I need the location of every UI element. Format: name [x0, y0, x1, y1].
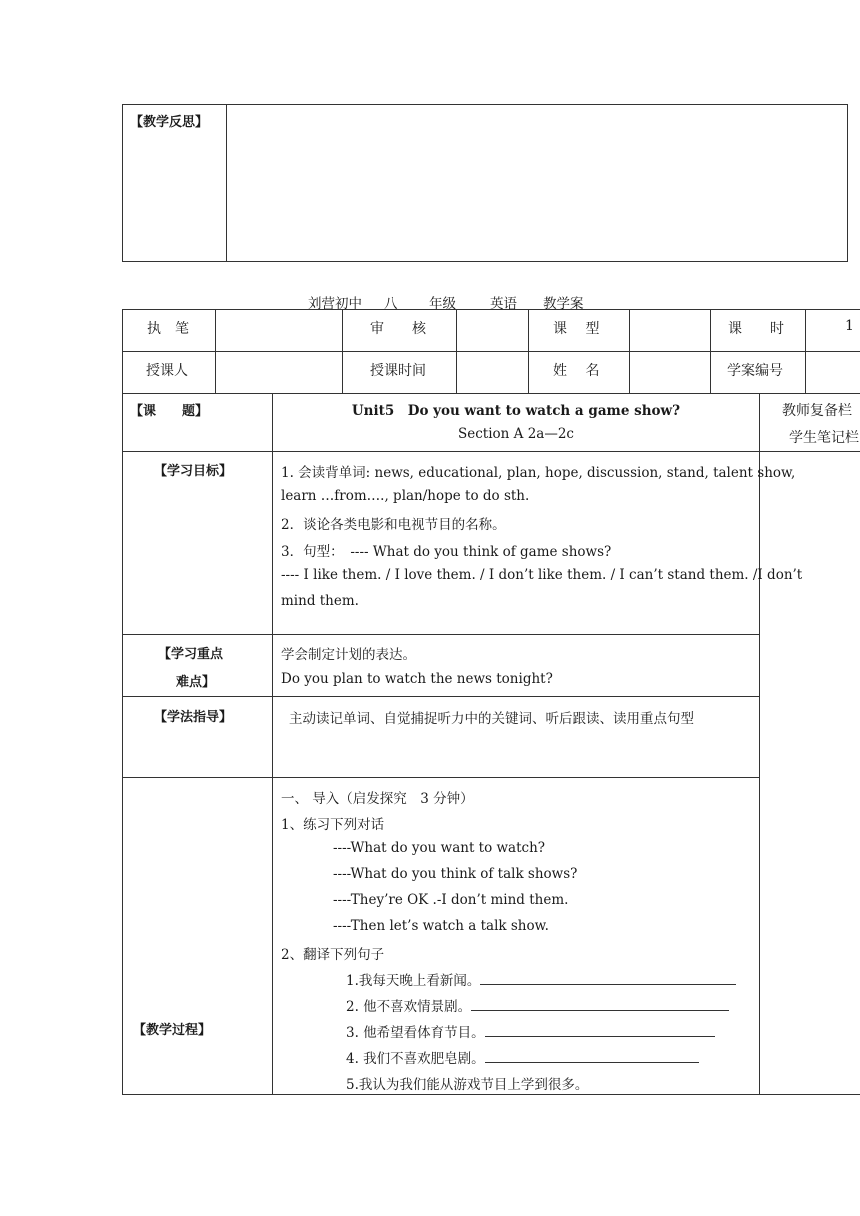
- grid-line: [759, 393, 760, 1094]
- method-label: 【学法指导】: [154, 710, 233, 725]
- name-label: 姓 名: [553, 363, 600, 379]
- grid-line: [272, 393, 273, 1094]
- goals-line: ---- I like them. / I love them. / I don’t like them. / I can’t stand them. /I don’t: [281, 567, 803, 583]
- process-label: 【教学过程】: [133, 1023, 212, 1038]
- reflection-box: [122, 104, 848, 262]
- topic-section: Section A 2a—2c: [458, 426, 574, 442]
- keypoints-label: 【学习重点: [158, 647, 224, 662]
- plan-no-label: 学案编号: [727, 363, 783, 379]
- sentence-item: [346, 1021, 715, 1041]
- sentence-text: 1.我每天晚上看新闻。: [346, 973, 481, 989]
- keypoints-label-2: 难点】: [176, 675, 216, 690]
- grid-line: [122, 634, 759, 635]
- sentence-item: [346, 1073, 588, 1093]
- header-doc-type: 教学案: [543, 296, 584, 312]
- sentence-text: 5.我认为我们能从游戏节目上学到很多。: [346, 1077, 589, 1093]
- grid-line: [342, 309, 343, 393]
- grid-line: [456, 309, 457, 393]
- header-school: 刘营初中: [308, 296, 362, 312]
- teacher-review-column: 教师复备栏: [782, 403, 852, 419]
- grid-line: [122, 393, 123, 1094]
- answer-blank[interactable]: [485, 1024, 715, 1037]
- sentence-text: 3. 他希望看体育节目。: [346, 1025, 485, 1041]
- teacher-label: 授课人: [146, 363, 188, 379]
- grid-line: [122, 777, 759, 778]
- goals-line: learn …from…., plan/hope to do sth.: [281, 488, 530, 504]
- period-label: 课 时: [728, 321, 784, 337]
- goals-line: mind them.: [281, 593, 359, 609]
- dialog-line: ----Then let’s watch a talk show.: [333, 918, 549, 934]
- sentence-item: [346, 969, 736, 989]
- time-label: 授课时间: [370, 363, 426, 379]
- grid-line: [122, 1094, 860, 1095]
- answer-blank[interactable]: [471, 998, 729, 1011]
- dialog-line: ----What do you think of talk shows?: [333, 866, 578, 882]
- sentence-text: 4. 我们不喜欢肥皂剧。: [346, 1051, 485, 1067]
- dialog-line: ----They’re OK .-I don’t mind them.: [333, 892, 569, 908]
- keypoints-line: Do you plan to watch the news tonight?: [281, 671, 553, 687]
- author-label: 执 笔: [147, 321, 189, 337]
- topic-title: Unit5 Do you want to watch a game show?: [351, 403, 681, 419]
- practice-title: 1、练习下列对话: [281, 817, 385, 833]
- header-subject: 英语: [490, 296, 517, 312]
- topic-label: 【课 题】: [130, 404, 209, 419]
- student-notes-column: 学生笔记栏: [789, 430, 859, 446]
- header-grade-num: 八: [384, 296, 398, 312]
- grid-line: [710, 309, 711, 393]
- grid-line: [122, 351, 860, 352]
- header-grade: 年级: [429, 296, 456, 312]
- grid-line: [528, 309, 529, 393]
- sentence-text: 2. 他不喜欢情景剧。: [346, 999, 472, 1015]
- reflection-divider: [226, 104, 227, 262]
- dialog-line: ----What do you want to watch?: [333, 840, 546, 856]
- grid-line: [122, 696, 759, 697]
- reflection-label: 【教学反思】: [130, 115, 209, 130]
- goals-line: 3．句型： ---- What do you think of game shows?: [281, 544, 612, 560]
- process-intro: 一、 导入（启发探究 3 分钟）: [281, 791, 474, 807]
- grid-line: [122, 309, 860, 310]
- sentence-item: [346, 995, 729, 1015]
- method-text: 主动读记单词、自觉捕捉听力中的关键词、听后跟读、读用重点句型: [289, 711, 694, 727]
- goals-line: 2．谈论各类电影和电视节目的名称。: [281, 517, 506, 533]
- goals-label: 【学习目标】: [154, 464, 233, 479]
- course-type-label: 课 型: [553, 321, 600, 337]
- sentence-item: [346, 1047, 699, 1067]
- goals-line: 1. 会读背单词: news, educational, plan, hope, discussion, stand, talent show,: [281, 465, 796, 481]
- grid-line: [215, 309, 216, 393]
- grid-line: [629, 309, 630, 393]
- translate-title: 2、翻译下列句子: [281, 947, 385, 963]
- grid-line: [122, 393, 860, 394]
- grid-line: [122, 451, 860, 452]
- keypoints-line: 学会制定计划的表达。: [281, 647, 416, 663]
- grid-line: [122, 309, 123, 393]
- grid-line: [805, 309, 806, 393]
- answer-blank[interactable]: [480, 972, 736, 985]
- answer-blank[interactable]: [485, 1050, 699, 1063]
- period-value: 1: [845, 318, 854, 334]
- reviewer-label: 审 核: [370, 321, 426, 337]
